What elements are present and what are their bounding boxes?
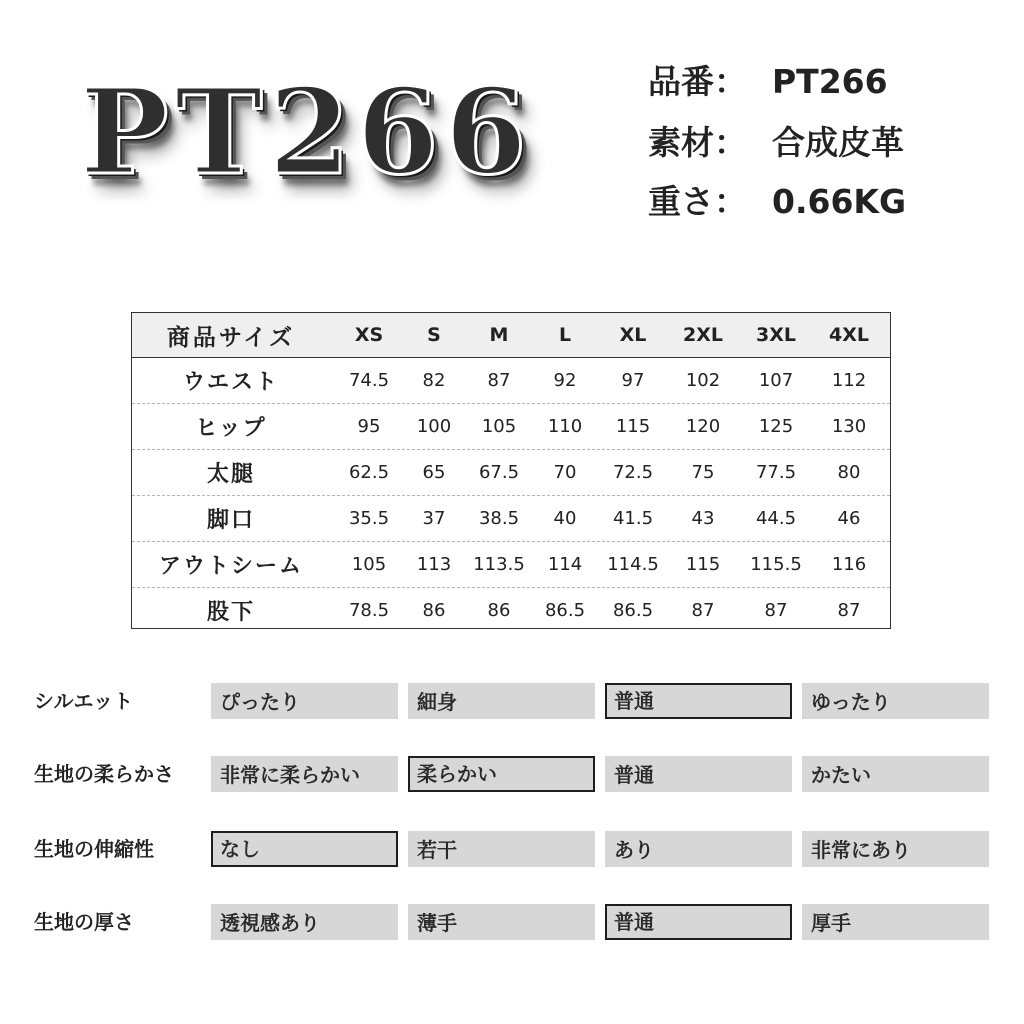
attribute-option: 若干 bbox=[408, 831, 595, 867]
attribute-option: ぴったり bbox=[211, 683, 398, 719]
table-cell: 86.5 bbox=[612, 600, 654, 621]
header-label: 商品サイズ bbox=[166, 324, 296, 351]
attribute-option: ゆったり bbox=[802, 683, 989, 719]
spec-key: 品番： bbox=[648, 62, 747, 101]
size-header: L bbox=[558, 324, 572, 346]
size-table bbox=[131, 312, 891, 629]
table-cell: 65 bbox=[422, 462, 446, 483]
table-cell: 105 bbox=[481, 416, 517, 437]
size-header: S bbox=[427, 324, 441, 346]
table-cell: 115 bbox=[685, 554, 721, 575]
table-row bbox=[132, 404, 890, 450]
table-cell: 86 bbox=[487, 600, 511, 621]
attribute-option: 柔らかい bbox=[408, 756, 595, 792]
table-row bbox=[132, 588, 890, 633]
table-cell: 105 bbox=[351, 554, 387, 575]
attribute-option: なし bbox=[211, 831, 398, 867]
table-cell: 110 bbox=[547, 416, 583, 437]
attribute-option: 普通 bbox=[605, 756, 792, 792]
table-row bbox=[132, 542, 890, 588]
product-logo: PT266 bbox=[80, 62, 533, 201]
attribute-option: 厚手 bbox=[802, 904, 989, 940]
size-header: XS bbox=[354, 324, 384, 346]
attribute-option: 薄手 bbox=[408, 904, 595, 940]
table-cell: 87 bbox=[764, 600, 788, 621]
row-label: 太腿 bbox=[206, 462, 255, 487]
attribute-stretch bbox=[0, 829, 1024, 869]
table-cell: 78.5 bbox=[348, 600, 390, 621]
table-cell: 87 bbox=[691, 600, 715, 621]
attribute-label: 生地の伸縮性 bbox=[34, 837, 154, 861]
attribute-option: 普通 bbox=[605, 683, 792, 719]
attribute-option: 細身 bbox=[408, 683, 595, 719]
table-cell: 113.5 bbox=[473, 554, 525, 575]
spec-key: 素材： bbox=[648, 123, 747, 162]
spec-key: 重さ： bbox=[648, 182, 747, 221]
spec-value: PT266 bbox=[772, 62, 888, 101]
size-header: 4XL bbox=[829, 324, 869, 346]
row-label: 股下 bbox=[206, 600, 255, 625]
attribute-option: 普通 bbox=[605, 904, 792, 940]
size-header: XL bbox=[619, 324, 647, 346]
table-cell: 72.5 bbox=[612, 462, 654, 483]
spec-value: 0.66KG bbox=[772, 182, 907, 221]
attribute-label: シルエット bbox=[34, 689, 134, 713]
table-cell: 114 bbox=[547, 554, 583, 575]
table-cell: 102 bbox=[685, 370, 721, 391]
table-cell: 114.5 bbox=[607, 554, 659, 575]
table-cell: 92 bbox=[553, 370, 577, 391]
table-cell: 115.5 bbox=[750, 554, 802, 575]
row-label: アウトシーム bbox=[158, 554, 303, 579]
table-cell: 82 bbox=[422, 370, 446, 391]
attribute-option: あり bbox=[605, 831, 792, 867]
table-row bbox=[132, 496, 890, 542]
spec-weight bbox=[648, 180, 906, 224]
table-cell: 46 bbox=[837, 508, 861, 529]
attribute-softness bbox=[0, 754, 1024, 794]
attribute-option: かたい bbox=[802, 756, 989, 792]
table-cell: 97 bbox=[621, 370, 645, 391]
size-header: 3XL bbox=[756, 324, 796, 346]
spec-product-number bbox=[648, 60, 888, 104]
row-label: ウエスト bbox=[182, 370, 279, 395]
attribute-silhouette bbox=[0, 681, 1024, 721]
table-cell: 37 bbox=[422, 508, 446, 529]
table-cell: 115 bbox=[615, 416, 651, 437]
table-cell: 75 bbox=[691, 462, 715, 483]
table-row bbox=[132, 358, 890, 404]
table-cell: 100 bbox=[416, 416, 452, 437]
table-cell: 43 bbox=[691, 508, 715, 529]
table-cell: 74.5 bbox=[348, 370, 390, 391]
row-label: 脚口 bbox=[206, 508, 255, 533]
table-cell: 67.5 bbox=[478, 462, 520, 483]
table-cell: 113 bbox=[416, 554, 452, 575]
attribute-thickness bbox=[0, 902, 1024, 942]
table-row bbox=[132, 450, 890, 496]
attribute-option: 非常に柔らかい bbox=[211, 756, 398, 792]
table-cell: 35.5 bbox=[348, 508, 390, 529]
table-cell: 38.5 bbox=[478, 508, 520, 529]
table-cell: 130 bbox=[831, 416, 867, 437]
table-cell: 116 bbox=[831, 554, 867, 575]
table-cell: 120 bbox=[685, 416, 721, 437]
table-cell: 80 bbox=[837, 462, 861, 483]
table-cell: 87 bbox=[837, 600, 861, 621]
table-cell: 86.5 bbox=[544, 600, 586, 621]
attribute-option: 非常にあり bbox=[802, 831, 989, 867]
table-cell: 40 bbox=[553, 508, 577, 529]
table-cell: 70 bbox=[553, 462, 577, 483]
row-label: ヒップ bbox=[195, 416, 267, 441]
table-cell: 77.5 bbox=[755, 462, 797, 483]
size-table-header bbox=[132, 313, 890, 358]
attribute-option: 透視感あり bbox=[211, 904, 398, 940]
table-cell: 41.5 bbox=[612, 508, 654, 529]
table-cell: 95 bbox=[357, 416, 381, 437]
table-cell: 62.5 bbox=[348, 462, 390, 483]
table-cell: 125 bbox=[758, 416, 794, 437]
table-cell: 86 bbox=[422, 600, 446, 621]
size-header: M bbox=[489, 324, 509, 346]
spec-value: 合成皮革 bbox=[772, 123, 904, 162]
attribute-label: 生地の厚さ bbox=[34, 910, 134, 934]
table-cell: 112 bbox=[831, 370, 867, 391]
attribute-label: 生地の柔らかさ bbox=[34, 762, 174, 786]
table-cell: 44.5 bbox=[755, 508, 797, 529]
table-cell: 107 bbox=[758, 370, 794, 391]
spec-material bbox=[648, 121, 904, 165]
size-header: 2XL bbox=[683, 324, 723, 346]
table-cell: 87 bbox=[487, 370, 511, 391]
